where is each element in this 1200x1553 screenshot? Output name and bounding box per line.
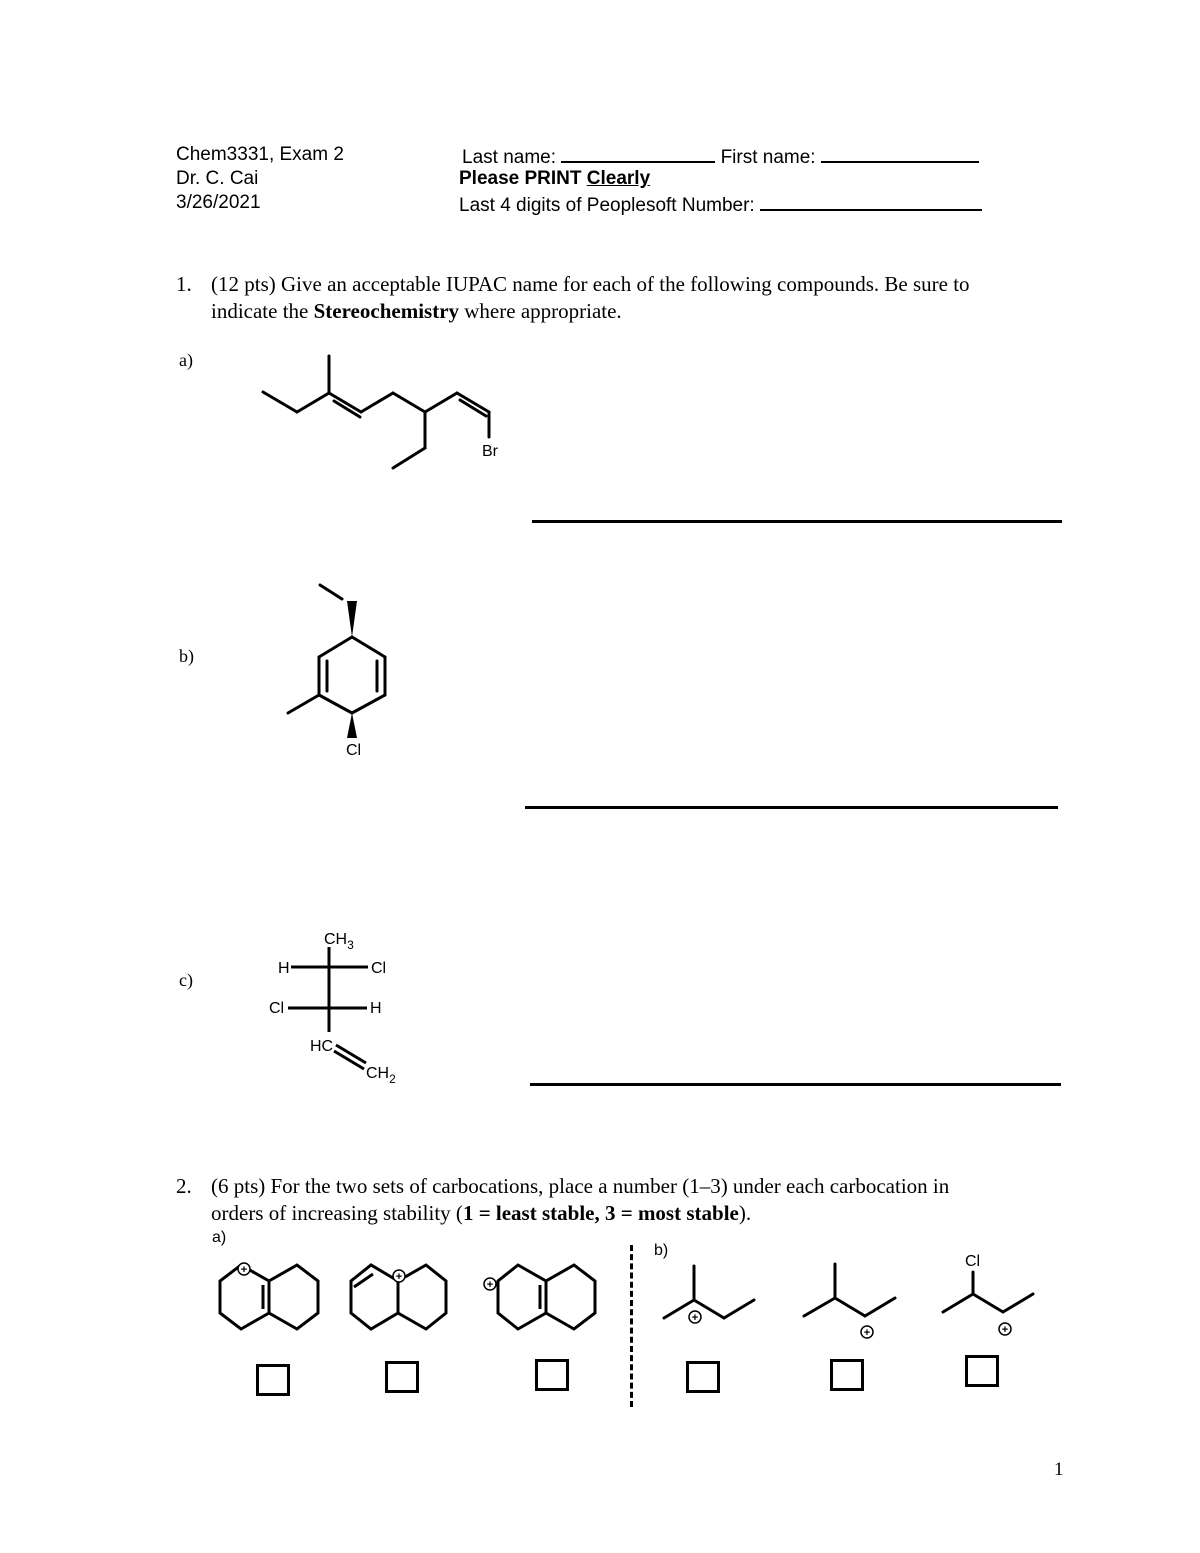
- print-instruction: [459, 167, 650, 191]
- rank-box-a3[interactable]: [535, 1359, 569, 1391]
- chlorine-label: Cl: [346, 742, 362, 759]
- q2-number: 2.: [176, 1174, 192, 1198]
- instructor: Dr. C. Cai: [176, 168, 259, 189]
- last-name-label: Last name:: [462, 147, 556, 168]
- course-title: Chem3331, Exam 2: [176, 144, 344, 165]
- charge-a1: [238, 1263, 250, 1276]
- bromine-label: Br: [482, 443, 498, 460]
- q1-stereochemistry: Stereochemistry: [313, 299, 460, 323]
- print-prefix: Please PRINT: [459, 168, 582, 189]
- set-a-label: a): [212, 1229, 227, 1246]
- set-divider: [630, 1245, 633, 1407]
- q1-part-a-label: a): [179, 350, 193, 370]
- name-row: [462, 143, 979, 170]
- first-name-label: First name:: [720, 147, 816, 168]
- charge-b3: [999, 1323, 1011, 1336]
- q2-line2: [211, 1199, 751, 1227]
- rank-box-b1[interactable]: [686, 1361, 720, 1393]
- fischer-hc: HC: [310, 1038, 334, 1055]
- q2-line1: (6 pts) For the two sets of carbocations, place a number (1–3) under each carbocation in: [211, 1174, 950, 1198]
- q1-number: 1.: [176, 272, 192, 296]
- peoplesoft-row: [459, 191, 982, 218]
- exam-date: 3/26/2021: [176, 192, 261, 213]
- q1-line1: (12 pts) Give an acceptable IUPAC name for each of the following compounds. Be sure to: [211, 272, 970, 296]
- svg-text:+: +: [863, 1327, 871, 1339]
- answer-line-a[interactable]: [532, 520, 1062, 523]
- carbocation-set-a: [205, 1252, 625, 1342]
- set-b-label: b): [654, 1242, 669, 1259]
- rank-box-b2[interactable]: [830, 1359, 864, 1391]
- first-name-field[interactable]: [821, 143, 979, 163]
- fischer-r2-left: Cl: [269, 1000, 285, 1017]
- rank-box-a1[interactable]: [256, 1364, 290, 1396]
- q2-stability-key: 1 = least stable, 3 = most stable: [462, 1201, 739, 1225]
- q2-line2-after: ).: [738, 1201, 752, 1225]
- svg-text:+: +: [1001, 1324, 1009, 1336]
- answer-line-b[interactable]: [525, 806, 1058, 809]
- svg-text:+: +: [486, 1279, 494, 1291]
- charge-a3: [484, 1278, 496, 1291]
- charge-a2: [393, 1270, 405, 1283]
- q1-part-c-label: c): [179, 970, 193, 990]
- svg-text:+: +: [691, 1312, 699, 1324]
- fischer-r2-right: H: [370, 1000, 382, 1017]
- fischer-r1-left: H: [278, 960, 290, 977]
- structure-c: [262, 925, 422, 1090]
- q1-line2-after: where appropriate.: [464, 299, 622, 323]
- structure-a: [250, 345, 520, 485]
- charge-b1: [689, 1311, 701, 1324]
- fischer-ch2: $CH_2$: [366, 1065, 396, 1086]
- rank-box-b3[interactable]: [965, 1355, 999, 1387]
- methyl-label: $CH_3$: [324, 931, 354, 952]
- carbocation-set-b: [655, 1248, 1045, 1348]
- q1-line2: [211, 297, 622, 325]
- q2-line2-before: orders of increasing stability (: [211, 1201, 463, 1225]
- chlorine-b3-label: Cl: [965, 1253, 981, 1270]
- charge-b2: [861, 1326, 873, 1339]
- rank-box-a2[interactable]: [385, 1361, 419, 1393]
- print-clearly: Clearly: [586, 168, 651, 189]
- structure-b: [280, 575, 410, 765]
- last-name-field[interactable]: [561, 143, 715, 163]
- q1-part-b-label: b): [179, 646, 194, 666]
- svg-text:+: +: [240, 1264, 248, 1276]
- svg-text:+: +: [395, 1271, 403, 1283]
- peoplesoft-label: Last 4 digits of Peoplesoft Number:: [459, 195, 755, 216]
- answer-line-c[interactable]: [530, 1083, 1061, 1086]
- q1-line2-before: indicate the: [211, 299, 309, 323]
- peoplesoft-field[interactable]: [760, 191, 982, 211]
- page-number: 1: [1054, 1459, 1064, 1480]
- fischer-r1-right: Cl: [371, 960, 387, 977]
